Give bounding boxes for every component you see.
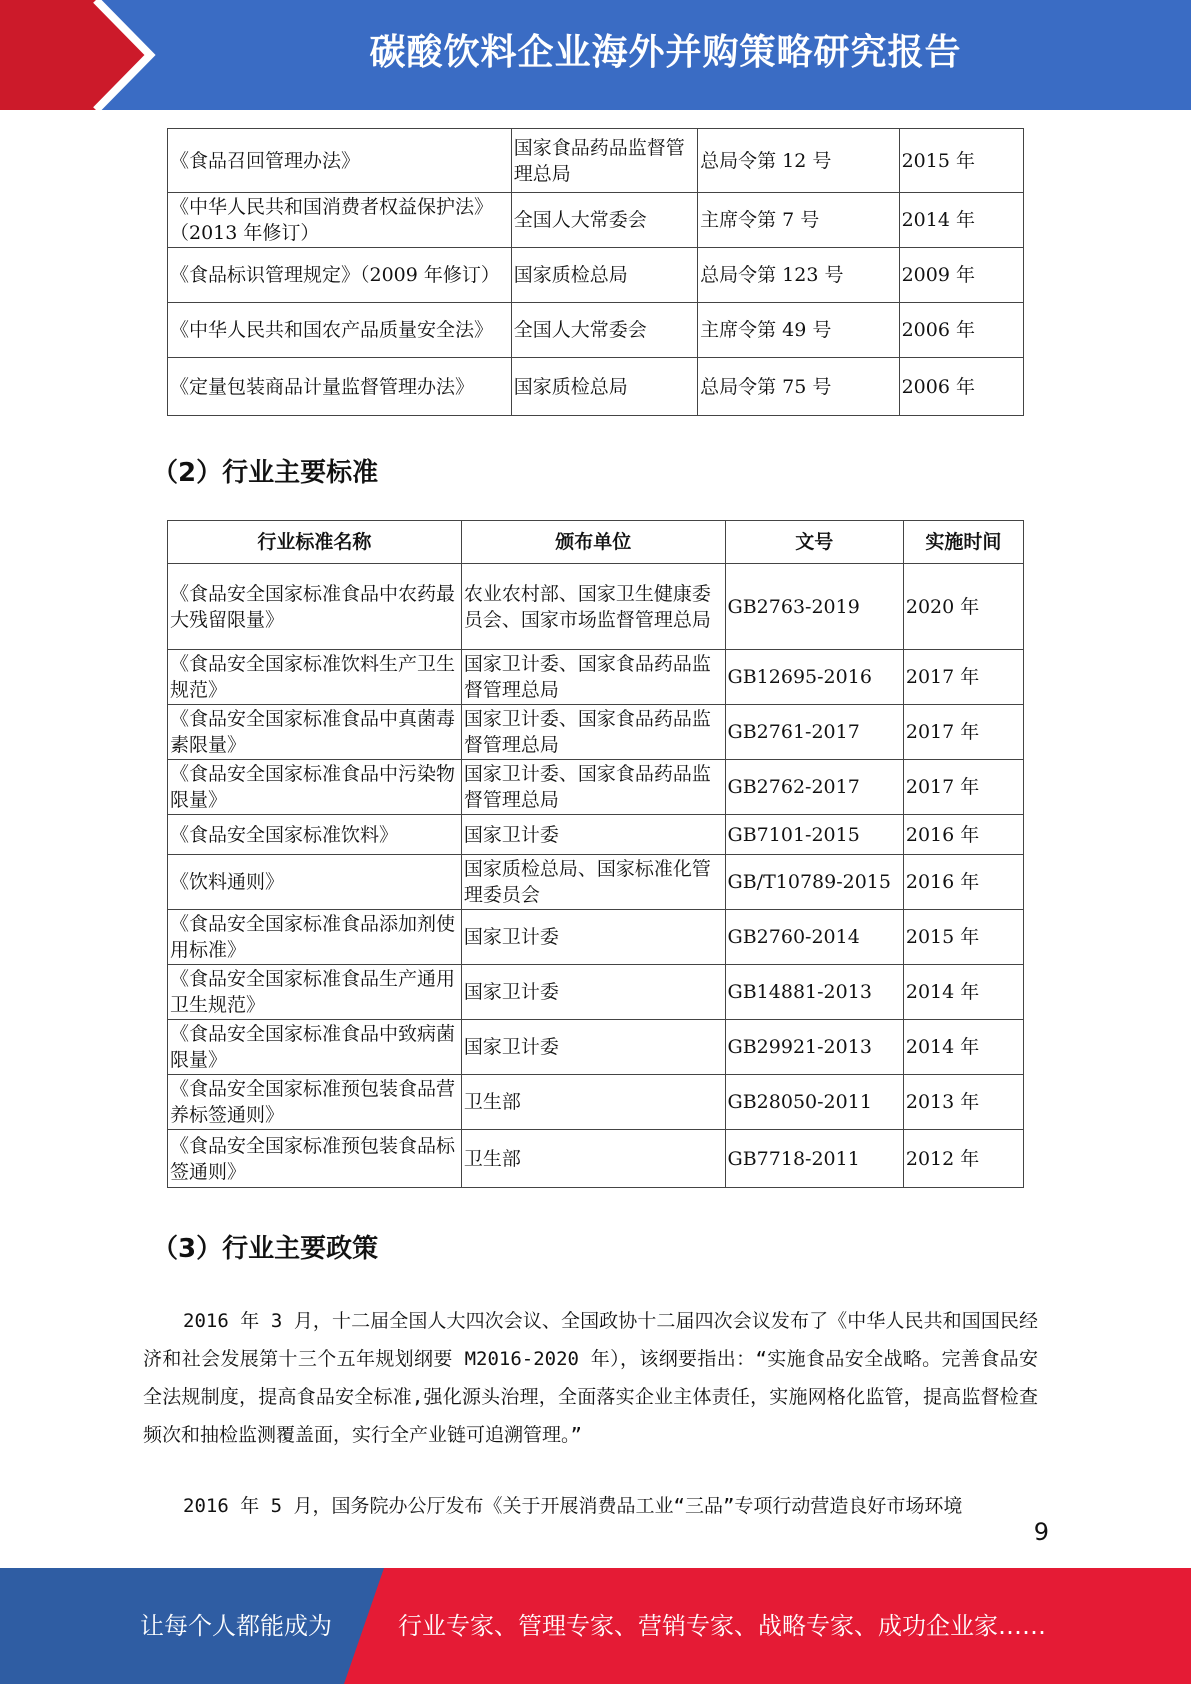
column-header: 颁布单位 xyxy=(461,521,725,564)
red-arrow-decoration xyxy=(0,0,160,110)
table-row xyxy=(168,650,1024,705)
footer-slogan-right: 行业专家、管理专家、营销专家、战略专家、成功企业家…… xyxy=(398,1612,1046,1640)
table-cell: GB14881-2013 xyxy=(725,965,903,1020)
table-cell: 2016 年 xyxy=(903,815,1023,855)
table-row xyxy=(168,1020,1024,1075)
table-cell: 国家卫计委、国家食品药品监督管理总局 xyxy=(461,650,725,705)
table-cell: 2015 年 xyxy=(899,129,1023,193)
table-cell: 《食品召回管理办法》 xyxy=(168,129,512,193)
table-cell: GB2763-2019 xyxy=(725,564,903,650)
table-row xyxy=(168,564,1024,650)
footer-slogan-left: 让每个人都能成为 xyxy=(140,1612,332,1640)
table-cell: GB12695-2016 xyxy=(725,650,903,705)
table-cell: 2016 年 xyxy=(903,855,1023,910)
column-header: 行业标准名称 xyxy=(168,521,462,564)
table-cell: 国家卫计委、国家食品药品监督管理总局 xyxy=(461,760,725,815)
page-header-banner xyxy=(0,0,1191,110)
table-cell: 主席令第 7 号 xyxy=(698,193,899,248)
section-heading-policies: （3）行业主要政策 xyxy=(152,1234,379,1264)
table-row xyxy=(168,910,1024,965)
column-header: 实施时间 xyxy=(903,521,1023,564)
table-cell: GB2762-2017 xyxy=(725,760,903,815)
table-cell: 2020 年 xyxy=(903,564,1023,650)
table-cell: 《食品安全国家标准预包装食品标签通则》 xyxy=(168,1130,462,1188)
table-cell: 《食品安全国家标准食品中真菌毒素限量》 xyxy=(168,705,462,760)
standards-table xyxy=(167,520,1024,1188)
table-cell: 国家食品药品监督管理总局 xyxy=(511,129,697,193)
table-cell: GB2761-2017 xyxy=(725,705,903,760)
table-cell: 《中华人民共和国消费者权益保护法》（2013 年修订） xyxy=(168,193,512,248)
report-title: 碳酸饮料企业海外并购策略研究报告 xyxy=(369,32,962,73)
table-row xyxy=(168,815,1024,855)
table-cell: 《饮料通则》 xyxy=(168,855,462,910)
section-heading-standards: （2）行业主要标准 xyxy=(152,458,379,488)
table-row xyxy=(168,358,1024,416)
page-footer-banner xyxy=(0,1568,1191,1684)
table-cell: 国家卫计委 xyxy=(461,910,725,965)
table-cell: 《食品安全国家标准食品中污染物限量》 xyxy=(168,760,462,815)
table-cell: 国家质检总局、国家标准化管理委员会 xyxy=(461,855,725,910)
table-cell: 总局令第 123 号 xyxy=(698,248,899,303)
regulations-table xyxy=(167,128,1024,416)
table-cell: 总局令第 75 号 xyxy=(698,358,899,416)
table-cell: 《食品安全国家标准预包装食品营养标签通则》 xyxy=(168,1075,462,1130)
table-cell: 国家质检总局 xyxy=(511,248,697,303)
table-cell: 卫生部 xyxy=(461,1130,725,1188)
table-cell: 2006 年 xyxy=(899,358,1023,416)
table-cell: 国家质检总局 xyxy=(511,358,697,416)
page-number: 9 xyxy=(1033,1518,1049,1546)
table-cell: 《食品安全国家标准食品添加剂使用标准》 xyxy=(168,910,462,965)
table-cell: 2017 年 xyxy=(903,760,1023,815)
table-cell: 《食品安全国家标准食品中农药最大残留限量》 xyxy=(168,564,462,650)
table-cell: 全国人大常委会 xyxy=(511,193,697,248)
table-cell: 《食品安全国家标准食品生产通用卫生规范》 xyxy=(168,965,462,1020)
column-header: 文号 xyxy=(725,521,903,564)
table-row xyxy=(168,855,1024,910)
table-cell: 2013 年 xyxy=(903,1075,1023,1130)
table-cell: 2006 年 xyxy=(899,303,1023,358)
table-cell: 《定量包装商品计量监督管理办法》 xyxy=(168,358,512,416)
table-cell: 《食品安全国家标准饮料》 xyxy=(168,815,462,855)
table-cell: 《食品安全国家标准食品中致病菌限量》 xyxy=(168,1020,462,1075)
table-row xyxy=(168,705,1024,760)
table-cell: GB7718-2011 xyxy=(725,1130,903,1188)
table-cell: 《食品标识管理规定》（2009 年修订） xyxy=(168,248,512,303)
table-cell: 卫生部 xyxy=(461,1075,725,1130)
table-cell: 国家卫计委 xyxy=(461,1020,725,1075)
table-cell: GB/T10789-2015 xyxy=(725,855,903,910)
table-row xyxy=(168,303,1024,358)
table-cell: 全国人大常委会 xyxy=(511,303,697,358)
table-cell: 《中华人民共和国农产品质量安全法》 xyxy=(168,303,512,358)
table-row xyxy=(168,193,1024,248)
table-cell: 2015 年 xyxy=(903,910,1023,965)
table-cell: 《食品安全国家标准饮料生产卫生规范》 xyxy=(168,650,462,705)
table-cell: GB7101-2015 xyxy=(725,815,903,855)
table-cell: GB28050-2011 xyxy=(725,1075,903,1130)
table-row xyxy=(168,965,1024,1020)
table-cell: 总局令第 12 号 xyxy=(698,129,899,193)
table-cell: GB29921-2013 xyxy=(725,1020,903,1075)
policy-paragraph-2: 2016 年 5 月，国务院办公厅发布《关于开展消费品工业“三品”专项行动营造良好市场环境 xyxy=(183,1495,963,1517)
policy-paragraph-1: 2016 年 3 月，十二届全国人大四次会议、全国政协十二届四次会议发布了《中华人民共和国国民经济和社会发展第十三个五年规划纲要 M2016-2020 年），该纲要指出：“实施食品安全战略。完善食品安全法规制度，提高食品安全标准,强化源头治理，全面落实企业主体责任，实施网格化监管，提高监督检查频次和抽检监测覆盖面，实行全产业链可追溯管理。” xyxy=(143,1310,1038,1446)
table-row xyxy=(168,1130,1024,1188)
table-cell: 国家卫计委 xyxy=(461,815,725,855)
table-cell: 2014 年 xyxy=(899,193,1023,248)
table-cell: 2014 年 xyxy=(903,965,1023,1020)
table-row xyxy=(168,760,1024,815)
table-cell: 主席令第 49 号 xyxy=(698,303,899,358)
table-cell: GB2760-2014 xyxy=(725,910,903,965)
table-cell: 2012 年 xyxy=(903,1130,1023,1188)
table-row xyxy=(168,248,1024,303)
table-cell: 农业农村部、国家卫生健康委员会、国家市场监督管理总局 xyxy=(461,564,725,650)
table-cell: 2017 年 xyxy=(903,650,1023,705)
table-cell: 2009 年 xyxy=(899,248,1023,303)
table-row xyxy=(168,129,1024,193)
table-row xyxy=(168,1075,1024,1130)
table-cell: 2014 年 xyxy=(903,1020,1023,1075)
table-cell: 2017 年 xyxy=(903,705,1023,760)
table-header-row xyxy=(168,521,1024,564)
table-cell: 国家卫计委、国家食品药品监督管理总局 xyxy=(461,705,725,760)
table-cell: 国家卫计委 xyxy=(461,965,725,1020)
